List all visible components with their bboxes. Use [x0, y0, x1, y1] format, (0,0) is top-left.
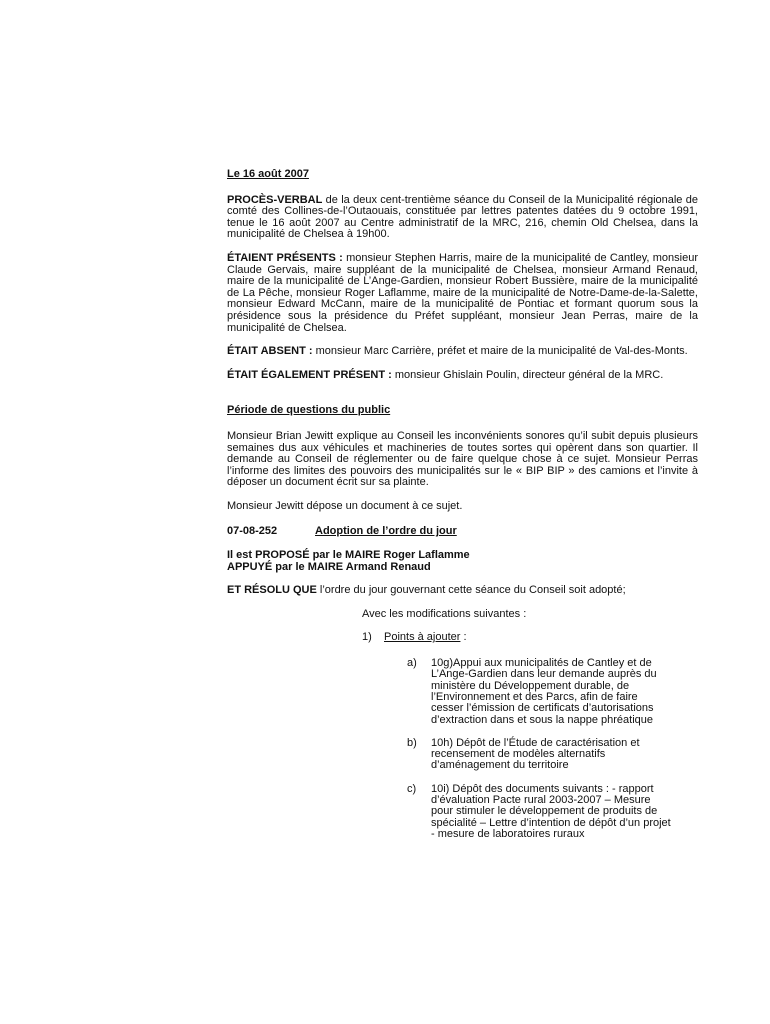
presents-paragraph	[227, 253, 698, 334]
proces-verbal-label: PROCÈS-VERBAL	[227, 193, 323, 206]
presents-label: ÉTAIENT PRÉSENTS :	[227, 251, 343, 264]
resolved-text: l’ordre du jour gouvernant cette séance du Conseil soit adopté;	[316, 584, 626, 597]
absent-text: monsieur Marc Carrière, préfet et maire de la municipalité de Val-des-Monts.	[312, 345, 688, 358]
questions-paragraph-1: Monsieur Brian Jewitt explique au Conseil les inconvénients sonores qu’il subit depuis plusieurs semaines dus aux véhicules et machineries de toutes sortes qui opèrent dans son quartier. Il demande au Conseil de réglementer ou de faire quelque chose à ce sujet. Monsieur Perras l’informe des limites des pouvoirs des municipalités sur le « BIP BIP » des camions et l’invite à déposer un document écrit sur sa plainte.	[227, 429, 698, 489]
presents-text: monsieur Stephen Harris, maire de la municipalité de Cantley, monsieur Claude Gervais, maire suppléant de la municipalité de Chelsea, monsieur Armand Renaud, maire de la municipalité de L’Ange-Gardien, monsieur Robert Bussière, maire de la municipalité de La Pêche, monsieur Roger Laflamme, maire de la municipalité de Notre-Dame-de-la-Salette, monsieur Edward McCann, maire de la municipalité de Pontiac et formant quorum sous la présidence sous la présidence du Préfet suppléant, monsieur Jean Perras, maire de la municipalité de Chelsea.	[227, 251, 698, 334]
point-number: 1)	[362, 631, 372, 644]
meeting-date: Le 16 août 2007	[227, 168, 309, 180]
proces-verbal-paragraph	[227, 195, 698, 241]
resolved-label: ET RÉSOLU QUE	[227, 584, 317, 597]
point-label-wrap	[384, 632, 467, 644]
minutes-body	[227, 169, 698, 852]
sub-item-letter: c)	[407, 782, 417, 795]
sub-item-text: 10i) Dépôt des documents suivants : - rapport d’évaluation Pacte rural 2003-2007 – Mesure pour stimuler le développement de produits de spécialité – Lettre d’intention de dépôt d’un projet - mesure de laboratoires ruraux	[431, 782, 671, 840]
sub-item-letter: a)	[407, 657, 417, 670]
questions-heading: Période de questions du public	[227, 404, 391, 417]
sub-item-b	[407, 738, 698, 772]
proces-verbal-text: de la deux cent-trentième séance du Conseil de la Municipalité régionale de comté des Collines-de-l’Outaouais, constituée par lettres patentes datées du 9 octobre 1991, tenue le 16 août 2007 au Centre administratif de la MRC, 216, chemin Old Chelsea, dans la municipalité de Chelsea à 19h00.	[227, 193, 698, 241]
sub-item-letter: b)	[407, 736, 417, 749]
sub-item-text: 10g)Appui aux municipalités de Cantley et de L’Ange-Gardien dans leur demande auprès du ministère du Développement durable, de l’Environnement et des Parcs, afin de faire cesser l’émission de certificats d’autorisations d’extraction dans et sous la nappe phréatique	[431, 657, 657, 726]
resolution-title: Adoption de l’ordre du jour	[315, 525, 457, 538]
sub-item-text: 10h) Dépôt de l’Étude de caractérisation et recensement de modèles alternatifs d’aménagement du territoire	[431, 736, 640, 772]
absent-label: ÉTAIT ABSENT :	[227, 345, 313, 358]
point-1	[362, 632, 698, 644]
point-suffix: :	[460, 631, 467, 644]
also-present-paragraph	[227, 370, 698, 382]
proposed-line: Il est PROPOSÉ par le MAIRE Roger Laflamme	[227, 549, 470, 562]
sub-item-a	[407, 658, 698, 726]
sub-item-c	[407, 784, 698, 840]
modifications-intro: Avec les modifications suivantes :	[362, 607, 527, 620]
resolution-number: 07-08-252	[227, 525, 278, 538]
resolution-header	[227, 526, 698, 538]
point-label: Points à ajouter	[384, 631, 461, 644]
questions-paragraph-2: Monsieur Jewitt dépose un document à ce sujet.	[227, 499, 463, 512]
resolved-paragraph	[227, 585, 698, 597]
also-present-text: monsieur Ghislain Poulin, directeur général de la MRC.	[391, 368, 664, 381]
also-present-label: ÉTAIT ÉGALEMENT PRÉSENT :	[227, 368, 392, 381]
seconded-line: APPUYÉ par le MAIRE Armand Renaud	[227, 560, 431, 573]
absent-paragraph	[227, 346, 698, 358]
